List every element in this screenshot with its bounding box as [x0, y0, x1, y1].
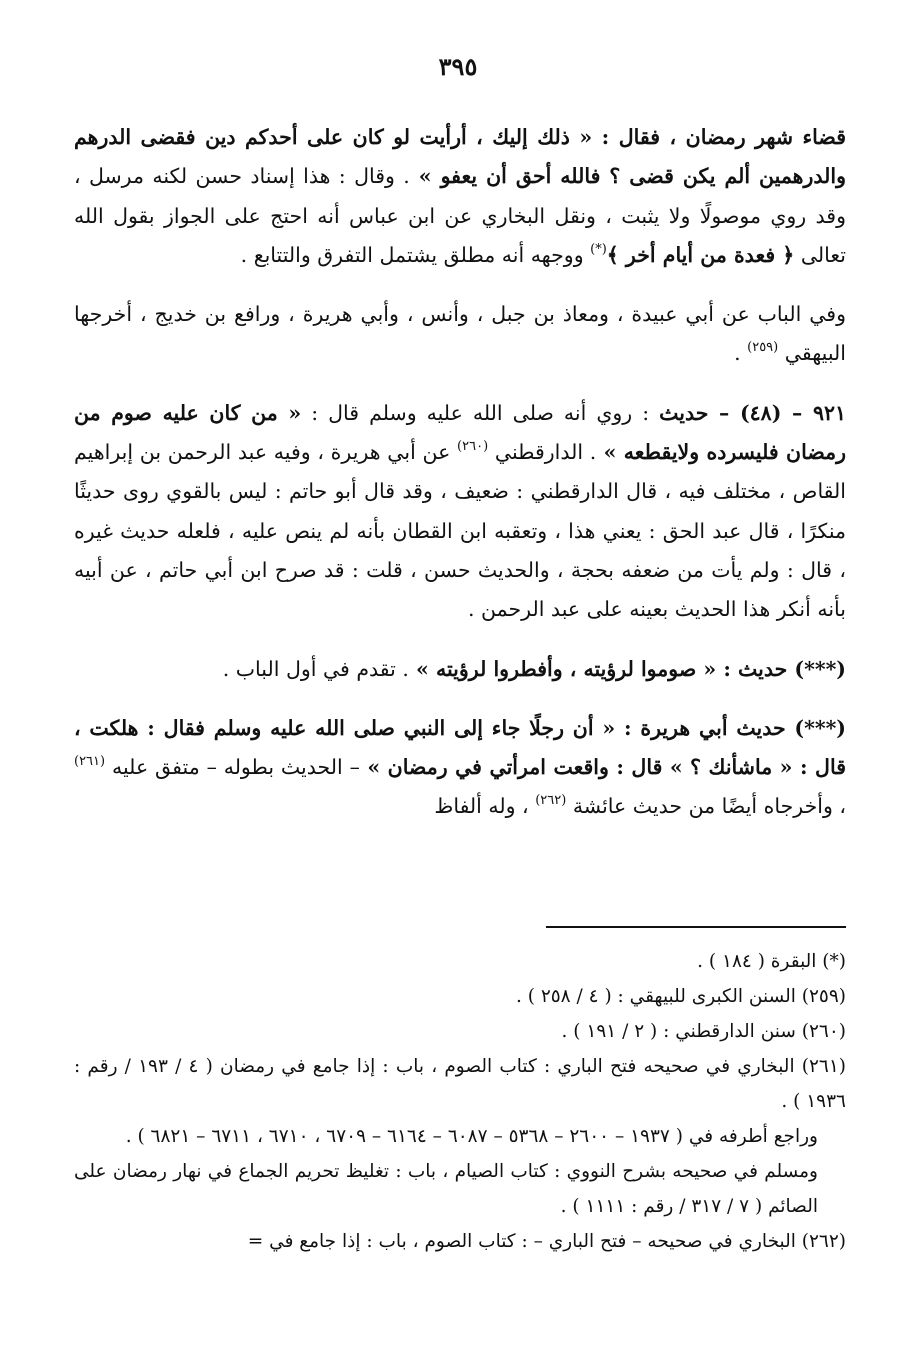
bold-text: (***) حديث : « صوموا لرؤيته ، وأفطروا لرؤيته » [408, 656, 846, 681]
paragraph-1 [74, 118, 846, 275]
footnote: ومسلم في صحيحه بشرح النووي : كتاب الصيام ، باب : تغليظ تحريم الجماع في نهار رمضان على الصائم ( ٧ / ٣١٧ / رقم : ١١١١ ) . [74, 1161, 818, 1217]
bold-text: قضاء شهر رمضان ، فقال : « ذلك إليك ، أرأيت لو كان على أحدكم دين فقضى الدرهم والدرهمين ألم يكن قضى ؟ فالله أحق أن يعفو » [74, 125, 846, 189]
text-segment: : روي أنه صلى الله عليه وسلم قال : [301, 400, 660, 425]
text-segment: . [734, 341, 748, 366]
body-text [74, 118, 846, 827]
footnote: وراجع أطرفه في ( ١٩٣٧ – ٢٦٠٠ – ٥٣٦٨ – ٦٠٨٧ – ٦١٦٤ – ٦٧٠٩ ، ٦٧١٠ ، ٦٧١١ – ٦٨٢١ ) . [125, 1126, 818, 1147]
footnote: (٢٦٢) البخاري في صحيحه – فتح الباري – : كتاب الصوم ، باب : إذا جامع في = [247, 1231, 846, 1252]
bold-text: ﴿ فعدة من أيام أخر ﴾ [606, 242, 795, 267]
footnote: (*) البقرة ( ١٨٤ ) . [697, 951, 846, 972]
footnote: (٢٦١) البخاري في صحيحه فتح الباري : كتاب الصوم ، باب : إذا جامع في رمضان ( ٤ / ١٩٣ / رقم : ١٩٣٦ ) . [74, 1056, 847, 1112]
bold-text: ٩٢١ – (٤٨) – حديث [659, 400, 846, 425]
text-segment: عن أبي هريرة ، وفيه عبد الرحمن بن إبراهيم القاص ، مختلف فيه ، قال الدارقطني : ضعيف ، وقد قال أبو حاتم : ليس بالقوي روى حديثًا منكرًا ، قال عبد الحق : يعني هذا ، وتعقبه ابن القطان بأنه لم ينص عليه ، فلعله حديث غيره ، قال : ولم يأت من ضعفه بحجة ، والحديث حسن ، قلت : قد صرح ابن أبي حاتم ، عن أبيه بأنه أنكر هذا الحديث بعينه على عبد الرحمن . [74, 440, 846, 622]
paragraph-2 [74, 295, 846, 374]
text-segment: وفي الباب عن أبي عبيدة ، ومعاذ بن جبل ، وأنس ، وأبي هريرة ، ورافع بن خديج ، أخرجها البيهقي [74, 302, 846, 366]
footnote-reference: (*) [590, 241, 607, 257]
text-segment: ، وأخرجاه أيضًا من حديث عائشة [566, 794, 846, 819]
text-segment: – الحديث بطوله – متفق عليه [105, 755, 360, 780]
footnote: (٢٦٠) سنن الدارقطني : ( ٢ / ١٩١ ) . [561, 1021, 846, 1042]
bold-text: (***) حديث أبي هريرة : « أن رجلًا جاء إلى النبي صلى الله عليه وسلم فقال : هلكت ، قال : « ماشأنك ؟ » قال : واقعت امرأتي في رمضان » [74, 715, 847, 780]
footnote-reference: (٢٦٢) [535, 793, 567, 809]
page-number: ٣٩٥ [438, 52, 478, 81]
bold-text: « من كان عليه صوم من رمضان فليسرده ولايقطعه » [74, 400, 846, 465]
text-segment: . وقال : هذا إسناد حسن لكنه مرسل ، وقد روي موصولًا ولا يثبت ، ونقل البخاري عن ابن عباس أنه احتج على الجواز بقول الله تعالى [74, 164, 846, 267]
paragraph-5 [74, 709, 846, 827]
footnote: (٢٥٩) السنن الكبرى للبيهقي : ( ٤ / ٢٥٨ ) . [515, 986, 846, 1007]
footnote-reference: (٢٦٠) [457, 439, 489, 455]
text-segment: ، وله ألفاظ [434, 794, 536, 819]
footnotes [74, 944, 846, 1259]
footnote-separator [546, 926, 846, 928]
paragraph-4 [74, 650, 846, 689]
footnote-reference: (٢٦١) [74, 754, 106, 770]
text-segment: . تقدم في أول الباب . [222, 656, 409, 681]
paragraph-3 [74, 394, 846, 630]
text-segment: ووجهه أنه مطلق يشتمل التفرق والتتابع . [240, 242, 591, 267]
footnote-reference: (٢٥٩) [747, 340, 779, 356]
text-segment: . الدارقطني [488, 440, 597, 465]
